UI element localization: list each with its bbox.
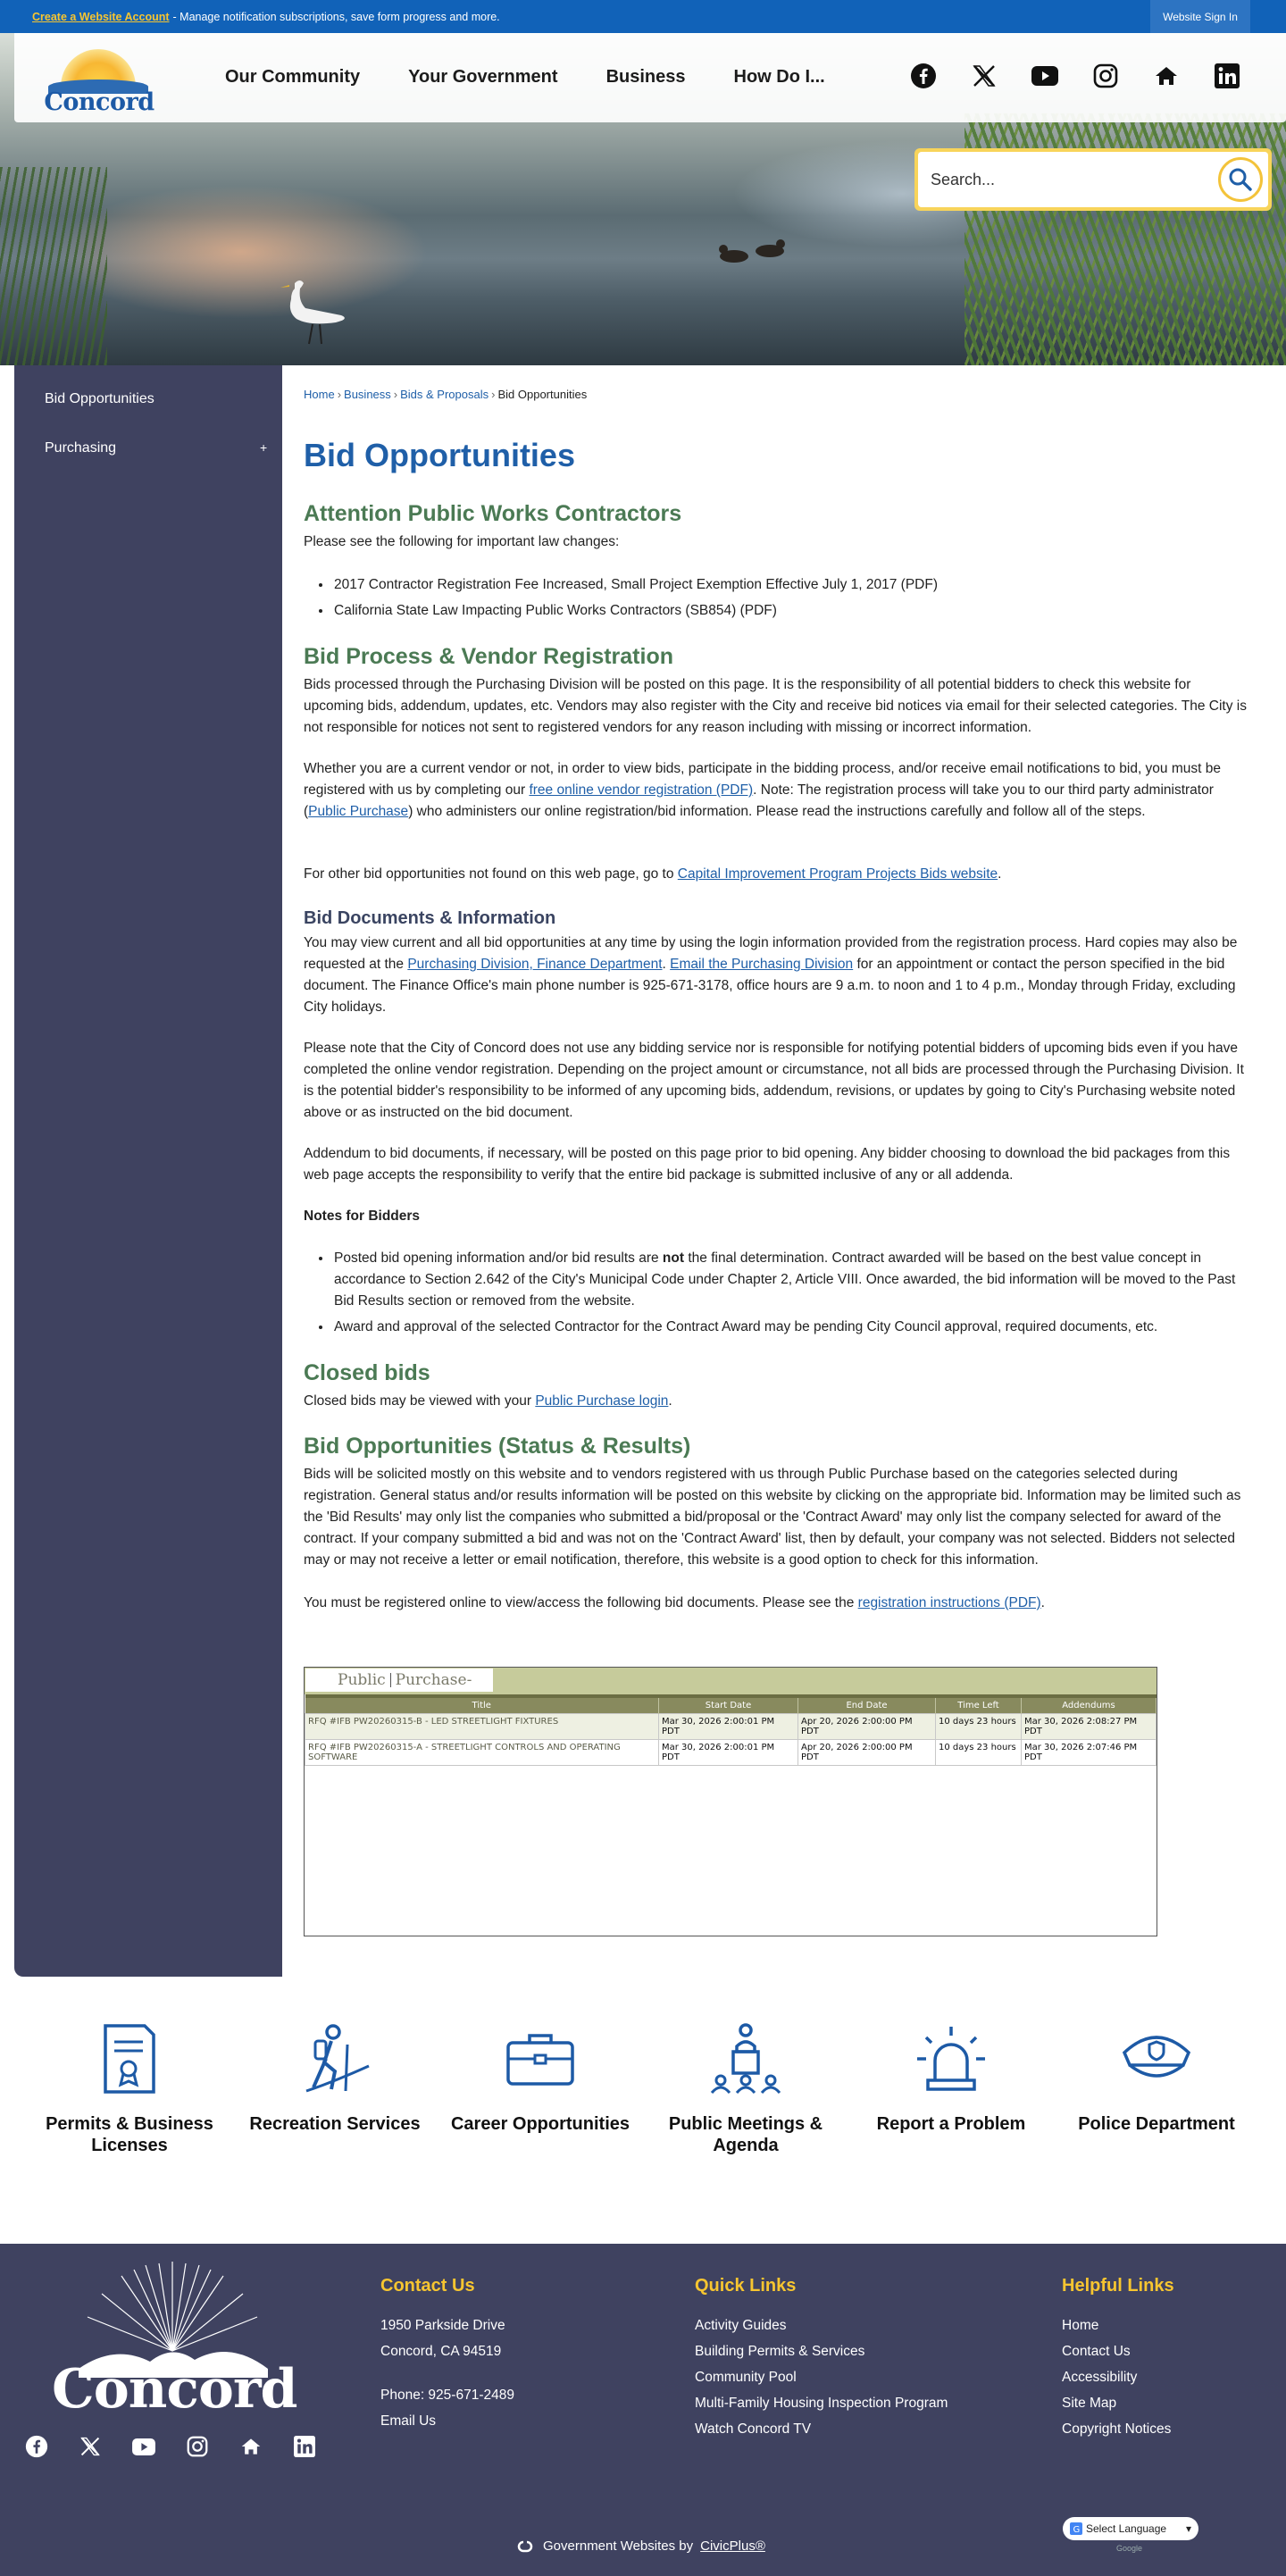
quick-link-police[interactable]: Police Department <box>1054 2019 1259 2135</box>
footer-link[interactable]: Home <box>1062 2318 1099 2333</box>
main-nav <box>225 67 825 88</box>
main-content <box>282 365 1272 1977</box>
table-row[interactable] <box>305 1739 1157 1765</box>
footer-logo[interactable] <box>52 2253 297 2431</box>
sidebar-item-purchasing[interactable]: Purchasing <box>45 440 117 456</box>
footer-helpful-links <box>1062 2276 1174 2442</box>
nav-our-community[interactable]: Our Community <box>225 67 361 87</box>
header-social-links <box>909 62 1240 89</box>
address-line-2: Concord, CA 94519 <box>380 2344 502 2359</box>
nav-business[interactable]: Business <box>605 67 686 87</box>
footer-link[interactable]: Site Map <box>1062 2396 1117 2411</box>
column-header: Addendums <box>1022 1698 1157 1713</box>
nextdoor-icon[interactable] <box>239 2435 263 2458</box>
public-purchase-link[interactable]: Public Purchase <box>308 804 409 819</box>
quick-link-careers[interactable]: Career Opportunities <box>438 2019 643 2135</box>
quick-link-permits[interactable]: Permits & Business Licenses <box>27 2019 232 2156</box>
breadcrumb: Home › Business › Bids & Proposals › Bid Opportunities <box>304 388 588 401</box>
quick-link-report[interactable]: Report a Problem <box>848 2019 1054 2135</box>
expand-toggle-icon[interactable]: + <box>260 440 268 455</box>
breadcrumb-current: Bid Opportunities <box>497 388 588 401</box>
contact-heading: Contact Us <box>380 2276 475 2296</box>
sidebar-item-bid-opportunities[interactable]: Bid Opportunities <box>45 391 154 406</box>
documents-paragraph-1: You may view current and all bid opportunities at any time by using the login information provided from the registration process. Hard copies may also be requested at the Purchasing Division, Finance Department. Email the Purchasing Division for an appointment or contact the person specified in the bid document. The Finance Office's main phone number is 925-671-3178, office hours are 9 a.m. to noon and 1 to 4 p.m., Monday through Friday, excluding City holidays. <box>304 935 1238 1015</box>
footer-link[interactable]: Building Permits & Services <box>695 2344 865 2359</box>
youtube-icon[interactable] <box>1031 62 1058 89</box>
address-line-1: 1950 Parkside Drive <box>380 2318 505 2333</box>
youtube-icon[interactable] <box>132 2435 155 2458</box>
public-purchase-login-link[interactable]: Public Purchase login <box>535 1393 669 1409</box>
closed-bids-text: Closed bids may be viewed with your Public Purchase login. <box>304 1393 672 1409</box>
top-bar-message: - Manage notification subscriptions, save form progress and more. <box>172 10 500 23</box>
footer-logo-text: Concord <box>52 2358 297 2421</box>
podium-meeting-icon <box>710 2023 781 2095</box>
footer-contact <box>380 2276 514 2434</box>
cip-bids-link[interactable]: Capital Improvement Program Projects Bids website <box>677 866 998 882</box>
footer-link[interactable]: Accessibility <box>1062 2370 1138 2385</box>
attention-heading: Attention Public Works Contractors <box>304 501 682 526</box>
bid-title[interactable]: RFQ #IFB PW20260315-B - LED STREETLIGHT FIXTURES <box>305 1713 659 1739</box>
x-icon[interactable] <box>79 2435 102 2458</box>
permit-certificate-icon <box>98 2022 161 2095</box>
search-button[interactable] <box>1218 157 1263 202</box>
search-box <box>914 148 1272 211</box>
attention-intro: Please see the following for important law changes: <box>304 534 620 549</box>
facebook-icon[interactable] <box>909 62 937 89</box>
nav-how-do-i[interactable]: How Do I... <box>733 67 825 87</box>
process-paragraph-1: Bids processed through the Purchasing Division will be posted on this page. It is the responsibility of all potential bidders to check this website for upcoming bids, addendum, updates, etc. Vendors may also register with the City and receive bid notices via email for their selected categories. The City is not responsible for notices not sent to registered vendors for any reason including with missing or incorrect information. <box>304 677 1247 735</box>
end-date: Apr 20, 2026 2:00:00 PM PDT <box>798 1713 936 1739</box>
helpful-links-heading: Helpful Links <box>1062 2276 1174 2296</box>
notes-heading: Notes for Bidders <box>304 1209 421 1224</box>
footer-link[interactable]: Multi-Family Housing Inspection Program <box>695 2396 948 2411</box>
language-select[interactable]: G Select Language ▾ Google <box>1063 2517 1198 2540</box>
public-purchase-widget <box>304 1667 1157 1936</box>
status-paragraph-1: Bids will be solicited mostly on this website and to vendors registered with us through Public Purchase based on the categories selected during registration. General status and/or results information will be posted on this website by clicking on the appropriate bid. Information may be limited such as the 'Bid Results' may only list the companies who submitted a bid/proposal or the 'Contract Award' may only list the company selected for award of the contract. If your company submitted a bid and was not on the 'Contract Award' list, then by default, your company was not selected. Bidders not selected may or may not receive a letter or email notification, therefore, this website is a good option to check for this information. <box>304 1467 1241 1568</box>
addendums: Mar 30, 2026 2:08:27 PM PDT <box>1022 1713 1157 1739</box>
civicplus-icon <box>514 2540 536 2553</box>
sign-in-button[interactable]: Website Sign In <box>1150 0 1250 33</box>
breadcrumb-home[interactable]: Home <box>304 388 335 401</box>
ducks-icon <box>714 231 795 267</box>
closed-bids-heading: Closed bids <box>304 1360 430 1385</box>
documents-paragraph-2: Please note that the City of Concord does not use any bidding service nor is responsible for notifying potential bidders of upcoming bids even if you have completed the online vendor registration. Depending on the project amount or circumstance, not all bids are processed through the Purchasing Division. It is the potential bidder's responsibility to be informed of any upcoming bids, addendum, revisions, or updates by going to City's Purchasing website noted above or as instructed on the bid document. <box>304 1041 1244 1120</box>
vendor-registration-link[interactable]: free online vendor registration (PDF) <box>529 782 754 798</box>
time-left: 10 days 23 hours <box>936 1739 1022 1765</box>
process-paragraph-2: Whether you are a current vendor or not, in order to view bids, participate in the bidding process, and/or receive email notifications to bid, you must be registered with us by completing our free online vendor registration (PDF). Note: The registration process will take you to our third party administrator (Public Purchase) who administers our online registration/bid information. Please read the instructions carefully and follow all of the steps. <box>304 761 1221 819</box>
footer-link[interactable]: Community Pool <box>695 2370 797 2385</box>
bid-title[interactable]: RFQ #IFB PW20260315-A - STREETLIGHT CONTROLS AND OPERATING SOFTWARE <box>305 1739 659 1765</box>
list-item: • Posted bid opening information and/or bid results are not the final determination. Contract awarded will be based on the best value concept in accordance to Section 2.642 of the City's Municipal Code under Chapter 2, Article VIII. Once awarded, the bid information will be moved to the Past Bid Results section or removed from the website. <box>332 1248 1252 1312</box>
linkedin-icon[interactable] <box>1213 62 1240 89</box>
end-date: Apr 20, 2026 2:00:00 PM PDT <box>798 1739 936 1765</box>
column-header: Title <box>305 1698 659 1713</box>
documents-heading: Bid Documents & Information <box>304 908 556 928</box>
google-translate-icon <box>1070 2522 1082 2535</box>
footer-quick-links <box>695 2276 948 2442</box>
quick-link-recreation[interactable]: Recreation Services <box>232 2019 438 2135</box>
email-purchasing-link[interactable]: Email the Purchasing Division <box>670 957 854 972</box>
status-paragraph-2: You must be registered online to view/access the following bid documents. Please see the registration instructions (PDF). <box>304 1595 1045 1610</box>
concord-logo[interactable] <box>41 44 157 115</box>
phone-number[interactable]: Phone: 925-671-2489 <box>380 2388 514 2403</box>
addendums: Mar 30, 2026 2:07:46 PM PDT <box>1022 1739 1157 1765</box>
site-footer <box>0 2244 1286 2576</box>
time-left: 10 days 23 hours <box>936 1713 1022 1739</box>
list-item[interactable]: • 2017 Contractor Registration Fee Increased, Small Project Exemption Effective July 1, 2017 (PDF) <box>332 574 1252 596</box>
quick-links-heading: Quick Links <box>695 2276 797 2296</box>
list-item[interactable]: • California State Law Impacting Public Works Contractors (SB854) (PDF) <box>332 600 1252 622</box>
bids-table <box>305 1694 1157 1766</box>
logo-text: Concord <box>44 88 154 116</box>
footer-link[interactable]: Activity Guides <box>695 2318 787 2333</box>
law-changes-list <box>332 574 1252 626</box>
nav-your-government[interactable]: Your Government <box>408 67 558 87</box>
linkedin-icon[interactable] <box>293 2435 316 2458</box>
civicplus-link[interactable]: CivicPlus® <box>700 2538 765 2554</box>
column-header: Start Date <box>659 1698 798 1713</box>
start-date: Mar 30, 2026 2:00:01 PM PDT <box>659 1739 798 1765</box>
alarm-light-icon <box>915 2025 987 2093</box>
svg-text:G: G <box>1073 2525 1081 2535</box>
egret-icon <box>268 274 366 346</box>
instagram-icon[interactable] <box>186 2435 209 2458</box>
process-heading: Bid Process & Vendor Registration <box>304 644 673 669</box>
briefcase-icon <box>505 2030 576 2087</box>
status-heading: Bid Opportunities (Status & Results) <box>304 1434 691 1459</box>
google-attribution: Google <box>1116 2544 1143 2553</box>
site-header <box>14 33 1286 122</box>
finance-department-link[interactable]: Purchasing Division, Finance Department <box>407 957 663 972</box>
facebook-icon[interactable] <box>25 2435 48 2458</box>
sidebar <box>14 365 282 1977</box>
create-account-link[interactable]: Create a Website Account <box>32 10 170 23</box>
footer-link[interactable]: Contact Us <box>1062 2344 1131 2359</box>
top-bar <box>0 0 1286 33</box>
x-icon[interactable] <box>970 62 998 89</box>
breadcrumb-bids-proposals[interactable]: Bids & Proposals <box>400 388 489 401</box>
quick-links-row <box>14 2001 1272 2170</box>
documents-paragraph-3: Addendum to bid documents, if necessary, will be posted on this page prior to bid opening. Any bidder choosing to download the bid packages from this web page accepts the responsibility to verify that the entire bid package is submitted inclusive of any or all addenda. <box>304 1146 1231 1183</box>
registration-instructions-link[interactable]: registration instructions (PDF) <box>857 1595 1041 1610</box>
table-row[interactable] <box>305 1713 1157 1739</box>
list-item: • Award and approval of the selected Contractor for the Contract Award may be pending City Council approval, required documents, etc. <box>332 1317 1252 1338</box>
column-header: Time Left <box>936 1698 1022 1713</box>
nextdoor-icon[interactable] <box>1152 62 1180 89</box>
civicplus-credit: Government Websites by CivicPlus® <box>514 2538 765 2554</box>
breadcrumb-business[interactable]: Business <box>344 388 391 401</box>
police-cap-icon <box>1119 2031 1194 2087</box>
quick-link-meetings[interactable]: Public Meetings & Agenda <box>643 2019 848 2156</box>
chevron-down-icon: ▾ <box>1185 2522 1191 2535</box>
footer-link[interactable]: Watch Concord TV <box>695 2421 812 2437</box>
notes-list <box>332 1248 1252 1342</box>
search-icon <box>1228 167 1253 192</box>
footer-link[interactable]: Copyright Notices <box>1062 2421 1172 2437</box>
column-header: End Date <box>798 1698 936 1713</box>
page-title: Bid Opportunities <box>304 437 575 473</box>
footer-social-links <box>25 2435 316 2458</box>
instagram-icon[interactable] <box>1091 62 1119 89</box>
search-input[interactable] <box>931 171 1198 189</box>
hiker-icon <box>297 2023 372 2095</box>
start-date: Mar 30, 2026 2:00:01 PM PDT <box>659 1713 798 1739</box>
public-purchase-logo: Public Purchase - <box>305 1669 493 1692</box>
email-us-link[interactable]: Email Us <box>380 2413 437 2429</box>
process-paragraph-3: For other bid opportunities not found on this web page, go to Capital Improvement Program Projects Bids website. <box>304 866 1002 882</box>
